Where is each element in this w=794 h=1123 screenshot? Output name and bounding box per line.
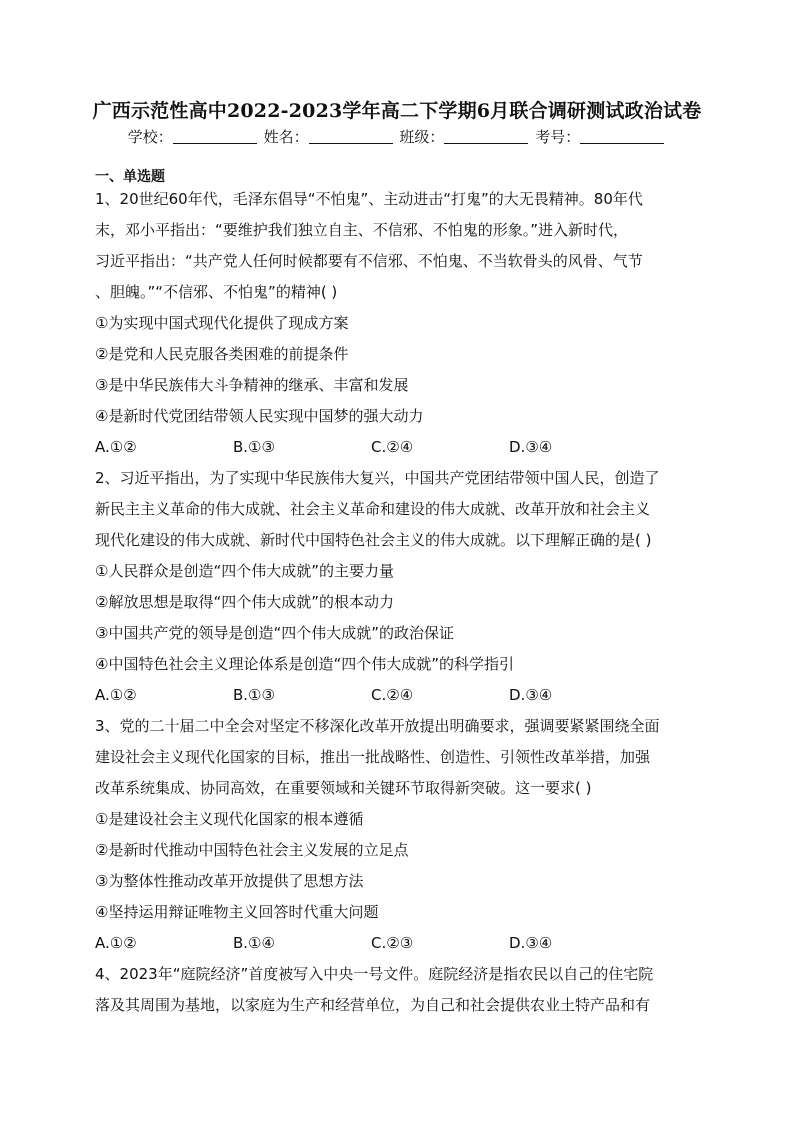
answer-options [95,432,700,463]
exam-number-blank[interactable] [580,128,664,144]
question-stem-line: 3、党的二十届二中全会对坚定不移深化改革开放提出明确要求，强调要紧紧围绕全面 [95,717,660,735]
statement-item: ③为整体性推动改革开放提供了思想方法 [95,872,364,890]
question-stem-line: 新民主主义革命的伟大成就、社会主义革命和建设的伟大成就、改革开放和社会主义 [95,500,651,518]
name-blank[interactable] [309,128,393,144]
answer-option-c[interactable]: C.②③ [371,934,414,952]
answer-option-a[interactable]: A.①② [95,686,137,704]
exam-number-label: 考号： [535,128,581,146]
question-stem-line: 现代化建设的伟大成就、新时代中国特色社会主义的伟大成就。以下理解正确的是( ) [95,531,652,549]
question-3 [95,711,700,959]
question-stem-line: 2、习近平指出，为了实现中华民族伟大复兴，中国共产党团结带领中国人民，创造了 [95,469,660,487]
question-1 [95,184,700,463]
question-4 [95,959,700,1021]
statement-item: ④中国特色社会主义理论体系是创造“四个伟大成就”的科学指引 [95,655,514,673]
question-stem-line: 落及其周围为基地，以家庭为生产和经营单位，为自己和社会提供农业土特产品和有 [95,996,651,1014]
question-stem-line: 习近平指出：“共产党人任何时候都要有不信邪、不怕鬼、不当软骨头的风骨、气节 [95,252,643,270]
statement-item: ②是新时代推动中国特色社会主义发展的立足点 [95,841,409,859]
statement-item: ②解放思想是取得“四个伟大成就”的根本动力 [95,593,394,611]
statement-item: ①是建设社会主义现代化国家的根本遵循 [95,810,364,828]
answer-options [95,928,700,959]
question-list [95,184,700,1021]
answer-option-b[interactable]: B.①④ [233,934,275,952]
answer-option-c[interactable]: C.②④ [371,438,414,456]
school-label: 学校： [127,128,173,146]
question-stem-line: 改革系统集成、协同高效，在重要领域和关键环节取得新突破。这一要求( ) [95,779,592,797]
statement-item: ②是党和人民克服各类困难的前提条件 [95,345,349,363]
answer-option-a[interactable]: A.①② [95,438,137,456]
question-2 [95,463,700,711]
statement-item: ③中国共产党的领导是创造“四个伟大成就”的政治保证 [95,624,454,642]
answer-option-d[interactable]: D.③④ [509,686,553,704]
statement-item: ①人民群众是创造“四个伟大成就”的主要力量 [95,562,394,580]
statement-item: ④是新时代党团结带领人民实现中国梦的强大动力 [95,407,424,425]
class-label: 班级： [399,128,445,146]
class-blank[interactable] [444,128,528,144]
question-stem-line: 末，邓小平指出：“要维护我们独立自主、不信邪、不怕鬼的形象。”进入新时代， [95,221,629,239]
answer-option-d[interactable]: D.③④ [509,438,553,456]
answer-option-d[interactable]: D.③④ [509,934,553,952]
question-stem-line: 1、20世纪60年代，毛泽东倡导“不怕鬼”、主动进击“打鬼”的大无畏精神。80年代 [95,190,643,208]
question-stem-line: 4、2023年“庭院经济”首度被写入中央一号文件。庭院经济是指农民以自己的住宅院 [95,965,654,983]
statement-item: ④坚持运用辩证唯物主义回答时代重大问题 [95,903,379,921]
answer-option-b[interactable]: B.①③ [233,438,275,456]
question-stem-line: 、胆魄。”“不信邪、不怕鬼”的精神( ) [95,283,338,301]
name-label: 姓名： [263,128,309,146]
student-info-row [0,126,794,147]
section-heading: 一、单选题 [95,169,165,185]
answer-option-c[interactable]: C.②④ [371,686,414,704]
question-stem-line: 建设社会主义现代化国家的目标，推出一批战略性、创造性、引领性改革举措，加强 [95,748,651,766]
answer-options [95,680,700,711]
statement-item: ①为实现中国式现代化提供了现成方案 [95,314,349,332]
exam-title: 广西示范性高中2022-2023学年高二下学期6月联合调研测试政治试卷 [92,100,702,122]
answer-option-b[interactable]: B.①③ [233,686,275,704]
statement-item: ③是中华民族伟大斗争精神的继承、丰富和发展 [95,376,409,394]
answer-option-a[interactable]: A.①② [95,934,137,952]
school-blank[interactable] [173,128,257,144]
